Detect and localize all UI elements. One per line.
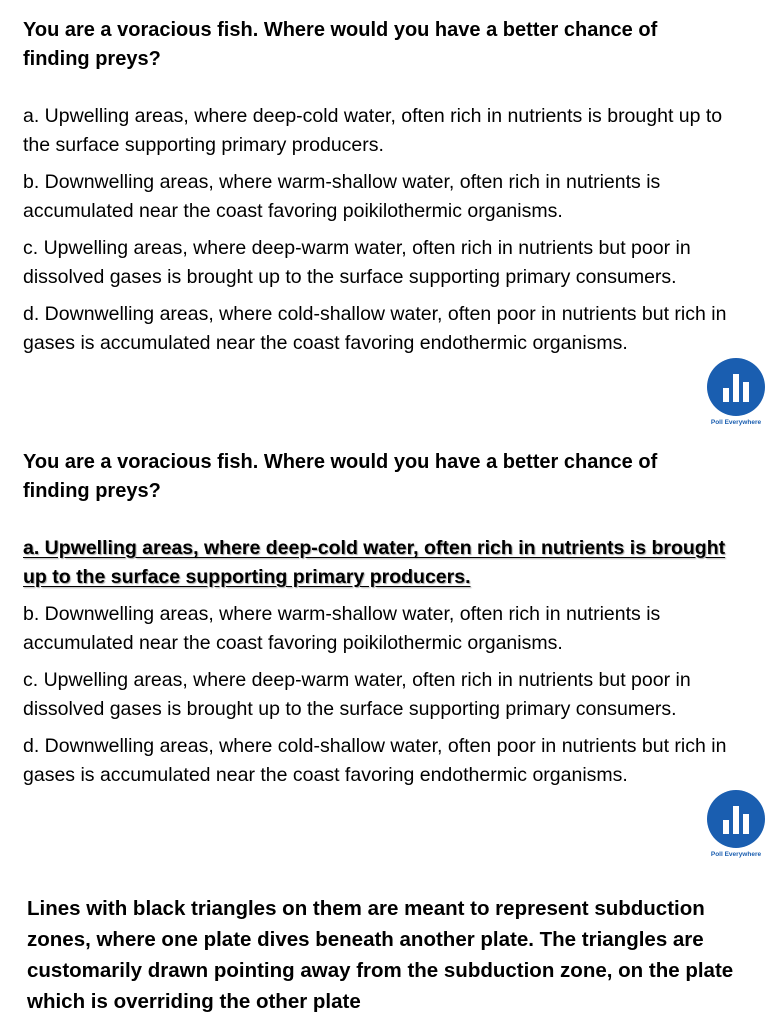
- logo-label: Poll Everywhere: [710, 419, 762, 426]
- poll-everywhere-bar-chart-icon: [707, 358, 765, 416]
- subduction-note: [0, 864, 768, 1024]
- option-a: a. Upwelling areas, where deep-cold water, often rich in nutrients is brought up to the surface supporting primary producers.: [23, 105, 723, 156]
- poll-everywhere-logo: [704, 790, 768, 858]
- question-text: You are a voracious fish. Where would you have a better chance of finding preys?: [23, 451, 658, 502]
- option-a-correct: a. Upwelling areas, where deep-cold water, often rich in nutrients is brought up to the surface supporting primary producers.: [23, 537, 726, 588]
- option-d: d. Downwelling areas, where cold-shallow water, often poor in nutrients but rich in gases is accumulated near the coast favoring endothermic organisms.: [23, 303, 727, 354]
- logo-label: Poll Everywhere: [710, 851, 762, 858]
- option-b: b. Downwelling areas, where warm-shallow water, often rich in nutrients is accumulated near the coast favoring poikilothermic organisms.: [23, 171, 661, 222]
- question-text: You are a voracious fish. Where would you have a better chance of finding preys?: [23, 19, 658, 70]
- poll-slide-answer: [0, 432, 768, 864]
- answer-options: [23, 102, 743, 366]
- answer-options: [23, 534, 743, 798]
- poll-everywhere-logo: [704, 358, 768, 426]
- poll-slide-question: [0, 0, 768, 432]
- option-c: c. Upwelling areas, where deep-warm water, often rich in nutrients but poor in dissolved gases is brought up to the surface supporting primary consumers.: [23, 237, 691, 288]
- poll-everywhere-bar-chart-icon: [707, 790, 765, 848]
- option-c: c. Upwelling areas, where deep-warm water, often rich in nutrients but poor in dissolved gases is brought up to the surface supporting primary consumers.: [23, 669, 691, 720]
- note-text: Lines with black triangles on them are meant to represent subduction zones, where one plate dives beneath another plate. The triangles are customarily drawn pointing away from the subduction zone, on the plate which is overriding the other plate: [27, 897, 734, 1013]
- option-b: b. Downwelling areas, where warm-shallow water, often rich in nutrients is accumulated near the coast favoring poikilothermic organisms.: [23, 603, 661, 654]
- option-d: d. Downwelling areas, where cold-shallow water, often poor in nutrients but rich in gases is accumulated near the coast favoring endothermic organisms.: [23, 735, 727, 786]
